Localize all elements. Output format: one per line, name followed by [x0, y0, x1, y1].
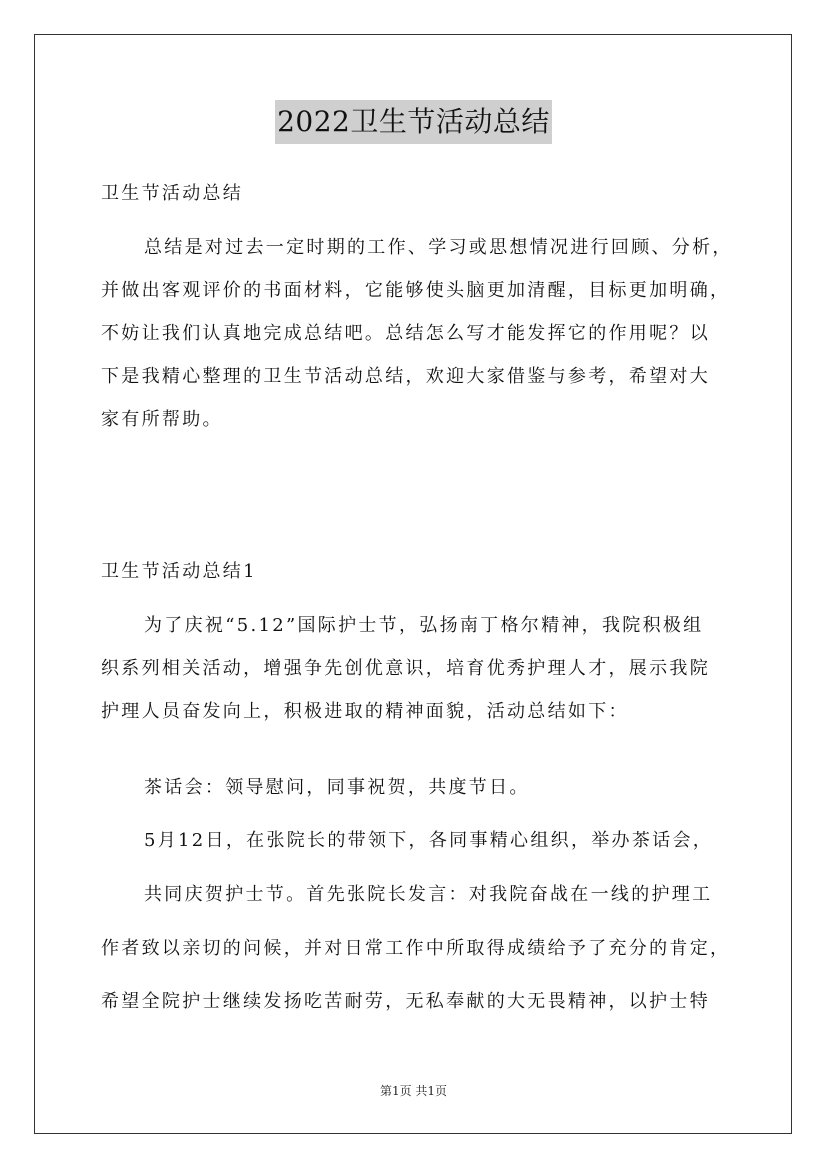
section-line-7: 作者致以亲切的问候，并对日常工作中所取得成绩给予了充分的肯定，: [101, 938, 731, 959]
intro-line-4: 下是我精心整理的卫生节活动总结，欢迎大家借鉴与参考，希望对大: [101, 366, 710, 387]
section-line-8: 希望全院护士继续发扬吃苦耐劳，无私奉献的大无畏精神，以护士特: [101, 991, 710, 1012]
section-line-5: 5月12日，在张院长的带领下，各同事精心组织，举办茶话会，: [144, 830, 714, 851]
intro-line-3: 不妨让我们认真地完成总结吧。总结怎么写才能发挥它的作用呢？以: [101, 323, 710, 344]
page-number-label: 第1页 共1页: [379, 1084, 448, 1098]
intro-line-1: 总结是对过去一定时期的工作、学习或思想情况进行回顾、分析，: [144, 237, 733, 258]
section-line-3: 护理人员奋发向上，积极进取的精神面貌，活动总结如下：: [101, 701, 629, 722]
document-subtitle: 卫生节活动总结: [101, 183, 244, 204]
section-heading: 卫生节活动总结1: [101, 561, 257, 582]
intro-line-2: 并做出客观评价的书面材料，它能够使头脑更加清醒，目标更加明确，: [101, 280, 731, 301]
section-line-1: 为了庆祝“5.12”国际护士节，弘扬南丁格尔精神，我院积极组: [144, 615, 704, 636]
section-line-2: 织系列相关活动，增强争先创优意识，培育优秀护理人才，展示我院: [101, 658, 710, 679]
page-footer: [0, 1083, 827, 1099]
title-container: [0, 100, 827, 144]
intro-line-5: 家有所帮助。: [101, 409, 223, 430]
section-line-4: 茶话会：领导慰问，同事祝贺，共度节日。: [144, 777, 530, 798]
section-line-6: 共同庆贺护士节。首先张院长发言：对我院奋战在一线的护理工: [144, 884, 713, 905]
document-title: 2022卫生节活动总结: [275, 100, 552, 144]
